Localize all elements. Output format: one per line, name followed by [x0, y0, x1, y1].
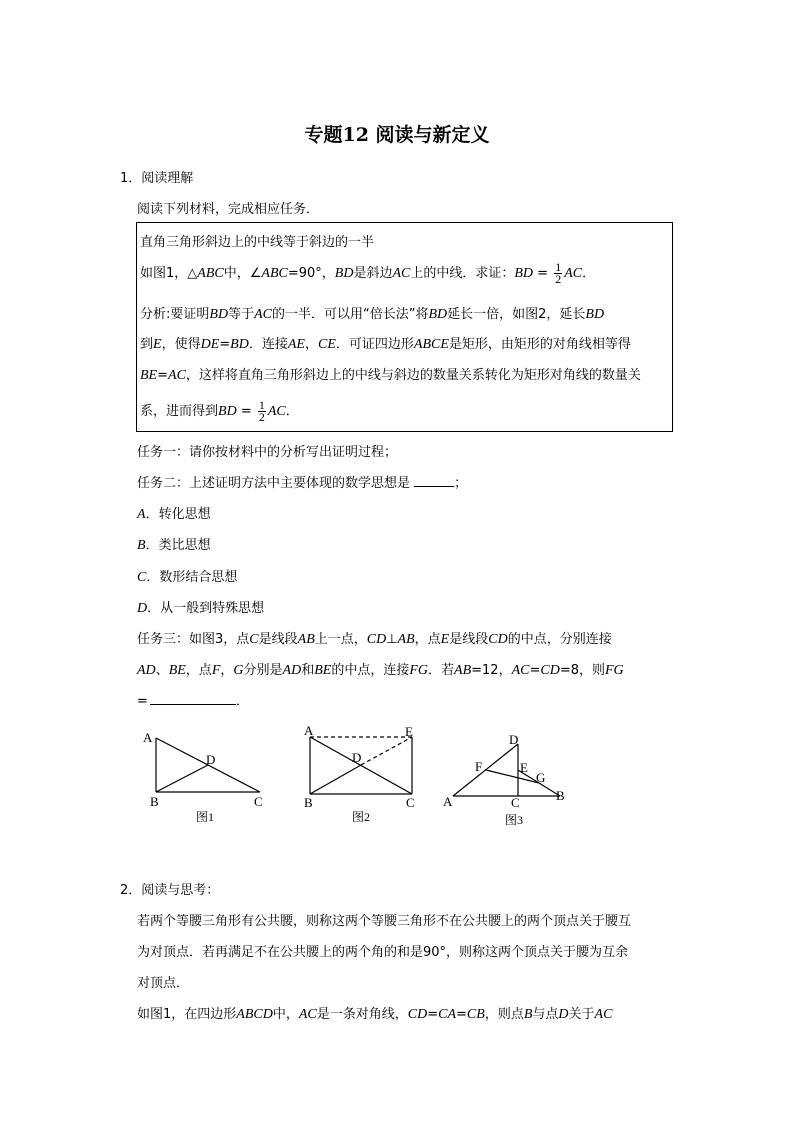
problem1-header — [120, 167, 193, 186]
fig2-caption: 图2 — [352, 810, 371, 824]
option-d: D．从一般到特殊思想 — [137, 601, 265, 616]
problem2-para-2: 为对顶点．若再满足不在公共腰上的两个角的和是90°，则称这两个顶点关于腰为互余 — [137, 945, 629, 960]
fig2-label-a: A — [304, 723, 314, 738]
option-c: C．数形结合思想 — [137, 570, 238, 585]
answer-blank[interactable] — [414, 476, 454, 487]
option-b: B．类比思想 — [137, 538, 211, 553]
task3-line-1: 任务三：如图3，点C是线段AB上一点，CD⊥AB，点E是线段CD的中点，分别连接 — [137, 632, 612, 647]
figure-2-diagram — [310, 737, 412, 794]
box-line-5: BE=AC，这样将直角三角形斜边上的中线与斜边的数量关系转化为矩形对角线的数量关 — [140, 368, 641, 383]
fig2-label-d: D — [352, 750, 362, 765]
fig1-label-c: C — [254, 794, 263, 809]
box-line-6: 系，进而得到BD = $\frac{1}{2}$ AC． — [140, 398, 299, 424]
task3-line-3: = ． — [137, 694, 249, 709]
task1: 任务一：请你按材料中的分析写出证明过程； — [137, 445, 398, 460]
fig2-label-c: C — [406, 795, 415, 810]
box-line-1: 直角三角形斜边上的中线等于斜边的一半 — [140, 235, 375, 250]
fig1-caption: 图1 — [196, 810, 215, 824]
box-line-4: 到E，使得DE=BD．连接AE，CE．可证四边形ABCE是矩形，由矩形的对角线相等得 — [140, 337, 631, 352]
fig1-label-d: D — [206, 752, 216, 767]
fig2-label-e: E — [405, 724, 413, 739]
fig3-label-c: C — [511, 795, 520, 810]
fig1-label-a: A — [143, 730, 153, 745]
fig2-label-b: B — [304, 795, 313, 810]
fig3-caption: 图3 — [505, 813, 524, 827]
task2: 任务二：上述证明方法中主要体现的数学思想是 ； — [137, 476, 468, 491]
option-a: A．转化思想 — [137, 507, 211, 522]
problem2-heading: 阅读与思考： — [141, 883, 220, 898]
problem2-para-4: 如图1，在四边形ABCD中，AC是一条对角线，CD=CA=CB，则点B与点D关于AC — [137, 1007, 613, 1022]
answer-blank[interactable] — [150, 694, 236, 705]
fig3-label-d: D — [509, 732, 519, 747]
box-line-2: 如图1，△ABC中，∠ABC=90°，BD是斜边AC上的中线．求证：BD = $\frac{1}{2}$ AC． — [140, 260, 596, 286]
box-line-3: 分析:要证明BD等于AC的一半．可以用“倍长法”将BD延长一倍，如图2，延长BD — [140, 307, 605, 322]
fraction-half: $\frac{1}{2}$ — [555, 260, 562, 286]
problem2-para-1: 若两个等腰三角形有公共腰，则称这两个等腰三角形不在公共腰上的两个顶点关于腰互 — [137, 914, 632, 929]
problem1-heading: 阅读理解 — [141, 171, 194, 186]
fig1-label-b: B — [150, 794, 159, 809]
problem2-number: 2． — [120, 883, 142, 898]
figures — [130, 720, 590, 832]
fig3-label-f: F — [475, 759, 483, 774]
problem1-number: 1． — [120, 171, 142, 186]
problem2-header — [120, 879, 219, 898]
fig3-label-e: E — [520, 760, 528, 775]
page-title: 专题12 阅读与新定义 — [304, 124, 490, 146]
fig3-label-g: G — [536, 770, 546, 785]
problem2-para-3: 对顶点． — [137, 976, 190, 991]
task3-line-2: AD、BE，点F，G分别是AD和BE的中点，连接FG．若AB=12，AC=CD=8，则FG — [137, 663, 624, 678]
fig3-label-a: A — [443, 794, 453, 809]
problem1-intro: 阅读下列材料，完成相应任务． — [137, 202, 320, 217]
fraction-half: $\frac{1}{2}$ — [258, 398, 265, 424]
fig3-label-b: B — [556, 788, 565, 803]
